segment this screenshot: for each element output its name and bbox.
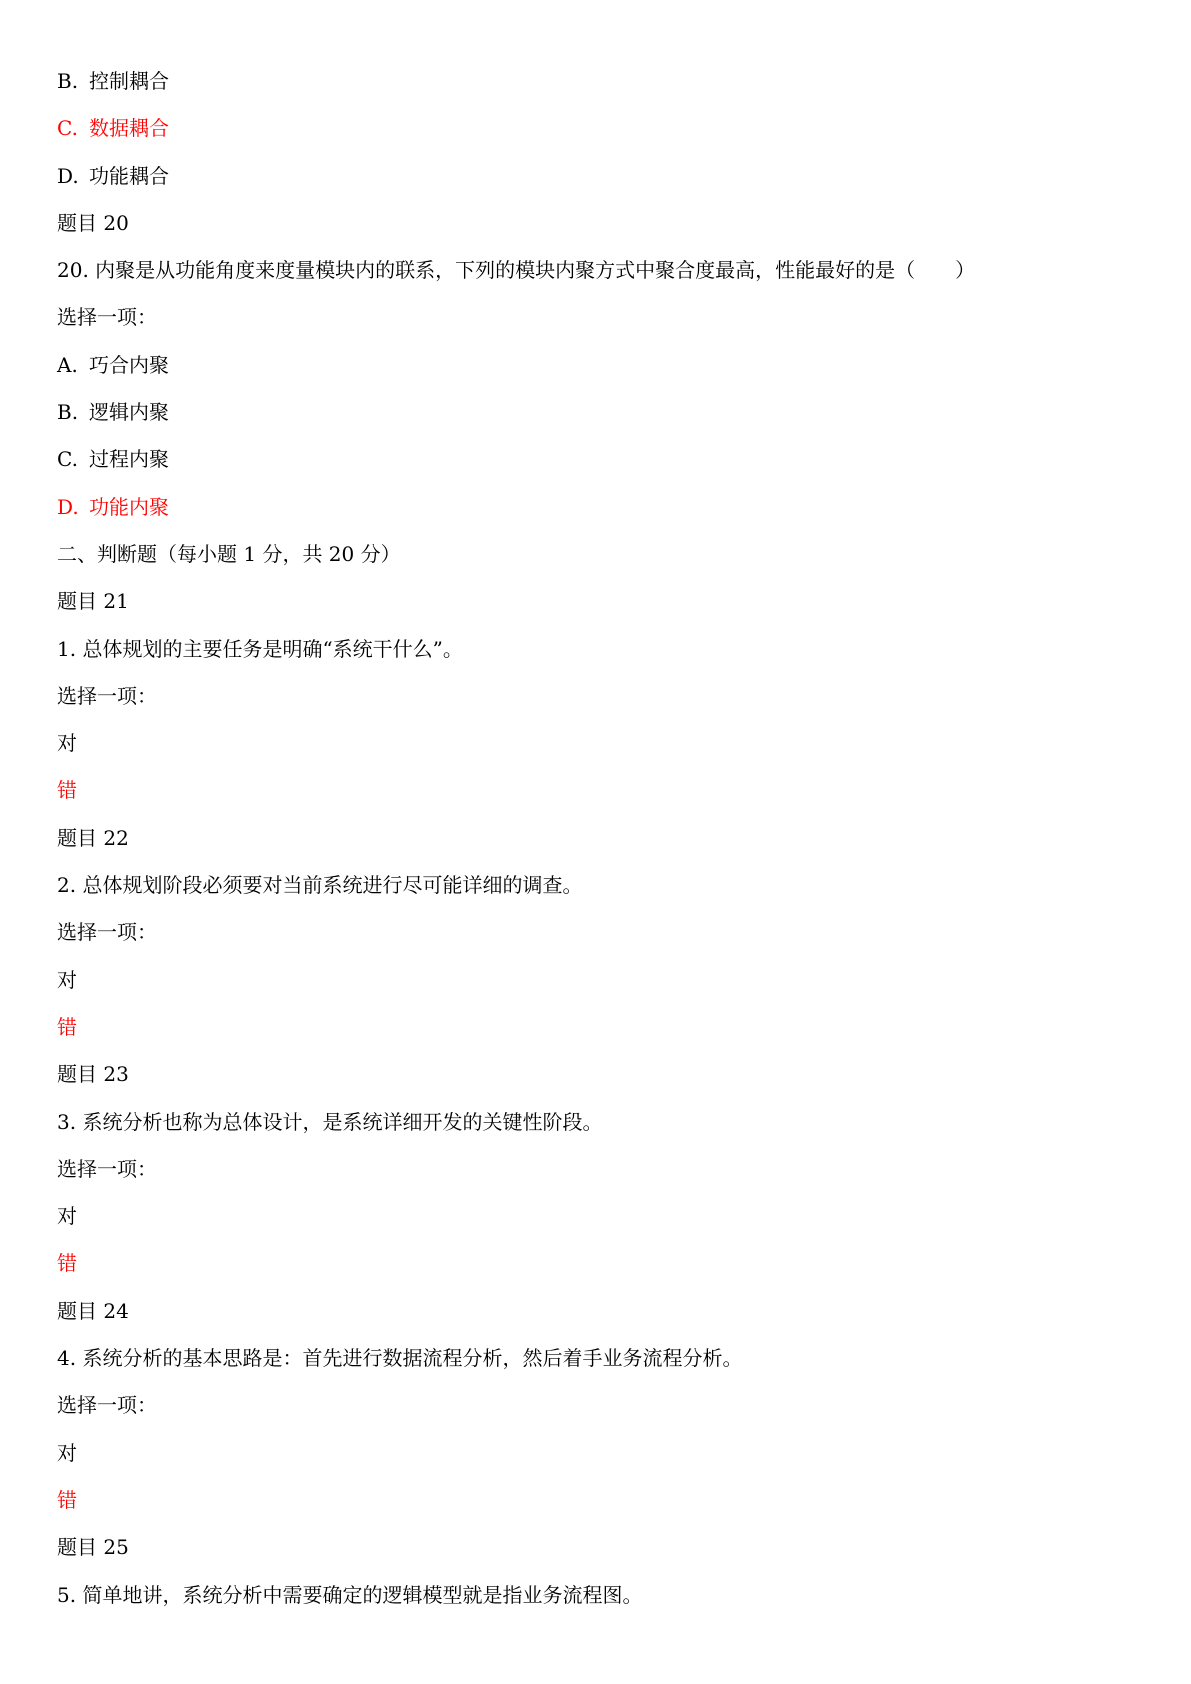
question-number-heading: [57, 578, 1137, 625]
option-line: [57, 105, 1137, 152]
true-false-option-text: 对: [57, 731, 77, 756]
choose-one-prompt: [57, 294, 1137, 341]
choose-one-prompt: [57, 909, 1137, 956]
option-text: 控制耦合: [89, 69, 169, 93]
question-number-heading: [57, 815, 1137, 862]
choose-one-prompt-text: 选择一项：: [57, 683, 157, 708]
option-letter: D.: [57, 494, 79, 519]
true-false-option-text: 错: [57, 1251, 77, 1276]
true-false-option: [57, 957, 1137, 1004]
true-false-option: [57, 720, 1137, 767]
option-line: [57, 436, 1137, 483]
question-number-heading-text: 题目 21: [57, 589, 129, 614]
option-line: [57, 389, 1137, 436]
option-text: 功能耦合: [89, 163, 169, 188]
true-false-option-text: 对: [57, 1440, 77, 1465]
question-number-heading: [57, 1051, 1137, 1098]
true-false-option: [57, 767, 1137, 814]
option-letter: C.: [57, 447, 78, 472]
question-number-heading-text: 题目 20: [57, 210, 129, 235]
question-text-text: 3. 系统分析也称为总体设计，是系统详细开发的关键性阶段。: [57, 1109, 603, 1134]
question-number-heading-text: 题目 23: [57, 1062, 129, 1087]
true-false-option-text: 错: [57, 778, 77, 803]
true-false-option-text: 错: [57, 1014, 77, 1039]
question-number-heading-text: 题目 22: [57, 825, 129, 850]
option-line: [57, 342, 1137, 389]
question-text-text: 2. 总体规划阶段必须要对当前系统进行尽可能详细的调查。: [57, 873, 583, 898]
true-false-option: [57, 1477, 1137, 1524]
section-heading-text: 二、判断题（每小题 1 分，共 20 分）: [57, 541, 401, 566]
document-page: [57, 58, 1137, 1619]
option-letter: A.: [57, 352, 78, 377]
question-text-text: 20. 内聚是从功能角度来度量模块内的联系，下列的模块内聚方式中聚合度最高，性能最好的是（ ）: [57, 258, 976, 283]
question-text: [57, 1335, 1137, 1382]
choose-one-prompt-text: 选择一项：: [57, 1393, 157, 1418]
option-letter: B.: [57, 69, 79, 93]
choose-one-prompt-text: 选择一项：: [57, 1156, 157, 1181]
question-number-heading: [57, 200, 1137, 247]
option-line: [57, 484, 1137, 531]
true-false-option: [57, 1193, 1137, 1240]
option-line: [57, 58, 1137, 105]
true-false-option: [57, 1004, 1137, 1051]
true-false-option: [57, 1430, 1137, 1477]
choose-one-prompt: [57, 673, 1137, 720]
option-text: 过程内聚: [89, 447, 169, 472]
question-text: [57, 1099, 1137, 1146]
question-number-heading: [57, 1524, 1137, 1571]
question-number-heading-text: 题目 25: [57, 1535, 129, 1560]
section-heading: [57, 531, 1137, 578]
option-line: [57, 153, 1137, 200]
true-false-option: [57, 1240, 1137, 1287]
option-letter: C.: [57, 116, 78, 141]
choose-one-prompt: [57, 1146, 1137, 1193]
option-text: 逻辑内聚: [89, 400, 169, 425]
choose-one-prompt: [57, 1382, 1137, 1429]
option-text: 巧合内聚: [89, 352, 169, 377]
question-text-text: 1. 总体规划的主要任务是明确“系统干什么”。: [57, 636, 463, 661]
option-text: 功能内聚: [89, 494, 169, 519]
question-text: [57, 1572, 1137, 1619]
true-false-option-text: 对: [57, 967, 77, 992]
question-text: [57, 862, 1137, 909]
question-text-text: 4. 系统分析的基本思路是：首先进行数据流程分析，然后着手业务流程分析。: [57, 1346, 743, 1371]
option-text: 数据耦合: [89, 116, 169, 141]
question-text: [57, 626, 1137, 673]
choose-one-prompt-text: 选择一项：: [57, 305, 157, 330]
question-text-text: 5. 简单地讲，系统分析中需要确定的逻辑模型就是指业务流程图。: [57, 1582, 643, 1607]
question-number-heading: [57, 1288, 1137, 1335]
question-text: [57, 247, 1137, 294]
question-number-heading-text: 题目 24: [57, 1298, 129, 1323]
choose-one-prompt-text: 选择一项：: [57, 920, 157, 945]
true-false-option-text: 错: [57, 1487, 77, 1512]
option-letter: B.: [57, 400, 79, 425]
option-letter: D.: [57, 163, 79, 188]
true-false-option-text: 对: [57, 1204, 77, 1229]
